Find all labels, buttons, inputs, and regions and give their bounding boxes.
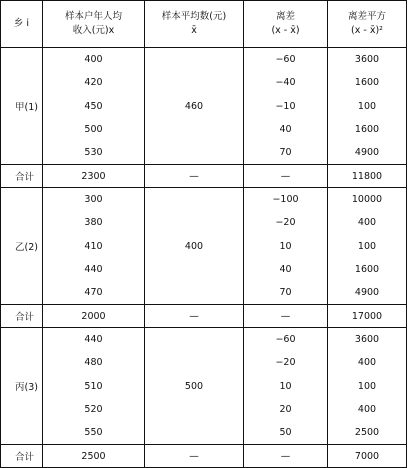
square-value: 2500 (354, 427, 380, 438)
square-value: 4900 (354, 147, 380, 158)
deviation-value: 40 (279, 263, 292, 275)
income-value: 530 (84, 147, 103, 158)
group-row (1, 328, 407, 445)
income-value: 550 (84, 427, 103, 438)
square-value: 4900 (354, 287, 380, 298)
square-values (328, 328, 407, 445)
income-values (43, 48, 145, 165)
group-mean: 460 (145, 48, 244, 165)
header-income: 样本户年人均 收入(元)x (43, 1, 145, 48)
square-value: 1600 (354, 123, 380, 135)
deviation-value: −60 (275, 334, 296, 345)
income-values (43, 328, 145, 445)
total-mean: — (145, 445, 244, 468)
total-row (1, 445, 407, 468)
square-value: 3600 (354, 334, 380, 345)
total-deviation: — (244, 305, 328, 328)
income-values (43, 188, 145, 305)
deviation-values (244, 328, 328, 445)
header-row (1, 1, 407, 48)
income-value: 400 (84, 54, 103, 65)
total-row (1, 305, 407, 328)
header-mean: 样本平均数(元) x̄ (145, 1, 244, 48)
deviation-value: −40 (275, 77, 296, 89)
deviation-value: −60 (275, 54, 296, 65)
deviation-value: 20 (279, 403, 292, 415)
income-value: 300 (84, 194, 103, 205)
total-label: 合计 (1, 305, 43, 328)
deviation-value: 40 (279, 123, 292, 135)
income-value: 440 (84, 263, 103, 275)
total-mean: — (145, 305, 244, 328)
deviation-value: 10 (279, 380, 292, 392)
square-value: 100 (357, 240, 377, 252)
square-value: 10000 (351, 194, 383, 205)
total-income: 2500 (43, 445, 145, 468)
square-value: 3600 (354, 54, 380, 65)
header-township: 乡 i (1, 1, 43, 48)
total-mean: — (145, 165, 244, 188)
deviation-value: −10 (275, 100, 296, 112)
income-value: 440 (84, 334, 103, 345)
income-value: 450 (84, 100, 103, 112)
square-values (328, 188, 407, 305)
square-value: 100 (357, 380, 377, 392)
deviation-value: 10 (279, 240, 292, 252)
income-value: 500 (84, 123, 103, 135)
deviation-values (244, 48, 328, 165)
deviation-value: −20 (275, 217, 296, 229)
total-income: 2300 (43, 165, 145, 188)
income-value: 420 (84, 77, 103, 89)
header-deviation-square: 离差平方 (x - x̄)² (328, 1, 407, 48)
square-value: 1600 (354, 77, 380, 89)
group-name: 甲(1) (1, 48, 43, 165)
group-name: 乙(2) (1, 188, 43, 305)
square-value: 400 (357, 357, 377, 369)
square-value: 400 (357, 403, 377, 415)
total-income: 2000 (43, 305, 145, 328)
group-mean: 400 (145, 188, 244, 305)
total-row (1, 165, 407, 188)
square-value: 100 (357, 100, 377, 112)
income-value: 470 (84, 287, 103, 298)
income-value: 510 (84, 380, 103, 392)
square-values (328, 48, 407, 165)
income-value: 380 (84, 217, 103, 229)
deviation-value: −100 (272, 194, 299, 205)
group-row (1, 48, 407, 165)
total-deviation: — (244, 165, 328, 188)
total-label: 合计 (1, 165, 43, 188)
deviation-values (244, 188, 328, 305)
header-deviation: 离差 (x - x̄) (244, 1, 328, 48)
total-square: 7000 (328, 445, 407, 468)
income-value: 480 (84, 357, 103, 369)
deviation-value: 70 (279, 147, 292, 158)
deviation-value: −20 (275, 357, 296, 369)
group-mean: 500 (145, 328, 244, 445)
deviation-value: 70 (279, 287, 292, 298)
square-value: 400 (357, 217, 377, 229)
total-square: 11800 (328, 165, 407, 188)
total-square: 17000 (328, 305, 407, 328)
total-label: 合计 (1, 445, 43, 468)
deviation-value: 50 (279, 427, 292, 438)
income-value: 410 (84, 240, 103, 252)
square-value: 1600 (354, 263, 380, 275)
group-name: 丙(3) (1, 328, 43, 445)
group-row (1, 188, 407, 305)
income-value: 520 (84, 403, 103, 415)
total-deviation: — (244, 445, 328, 468)
